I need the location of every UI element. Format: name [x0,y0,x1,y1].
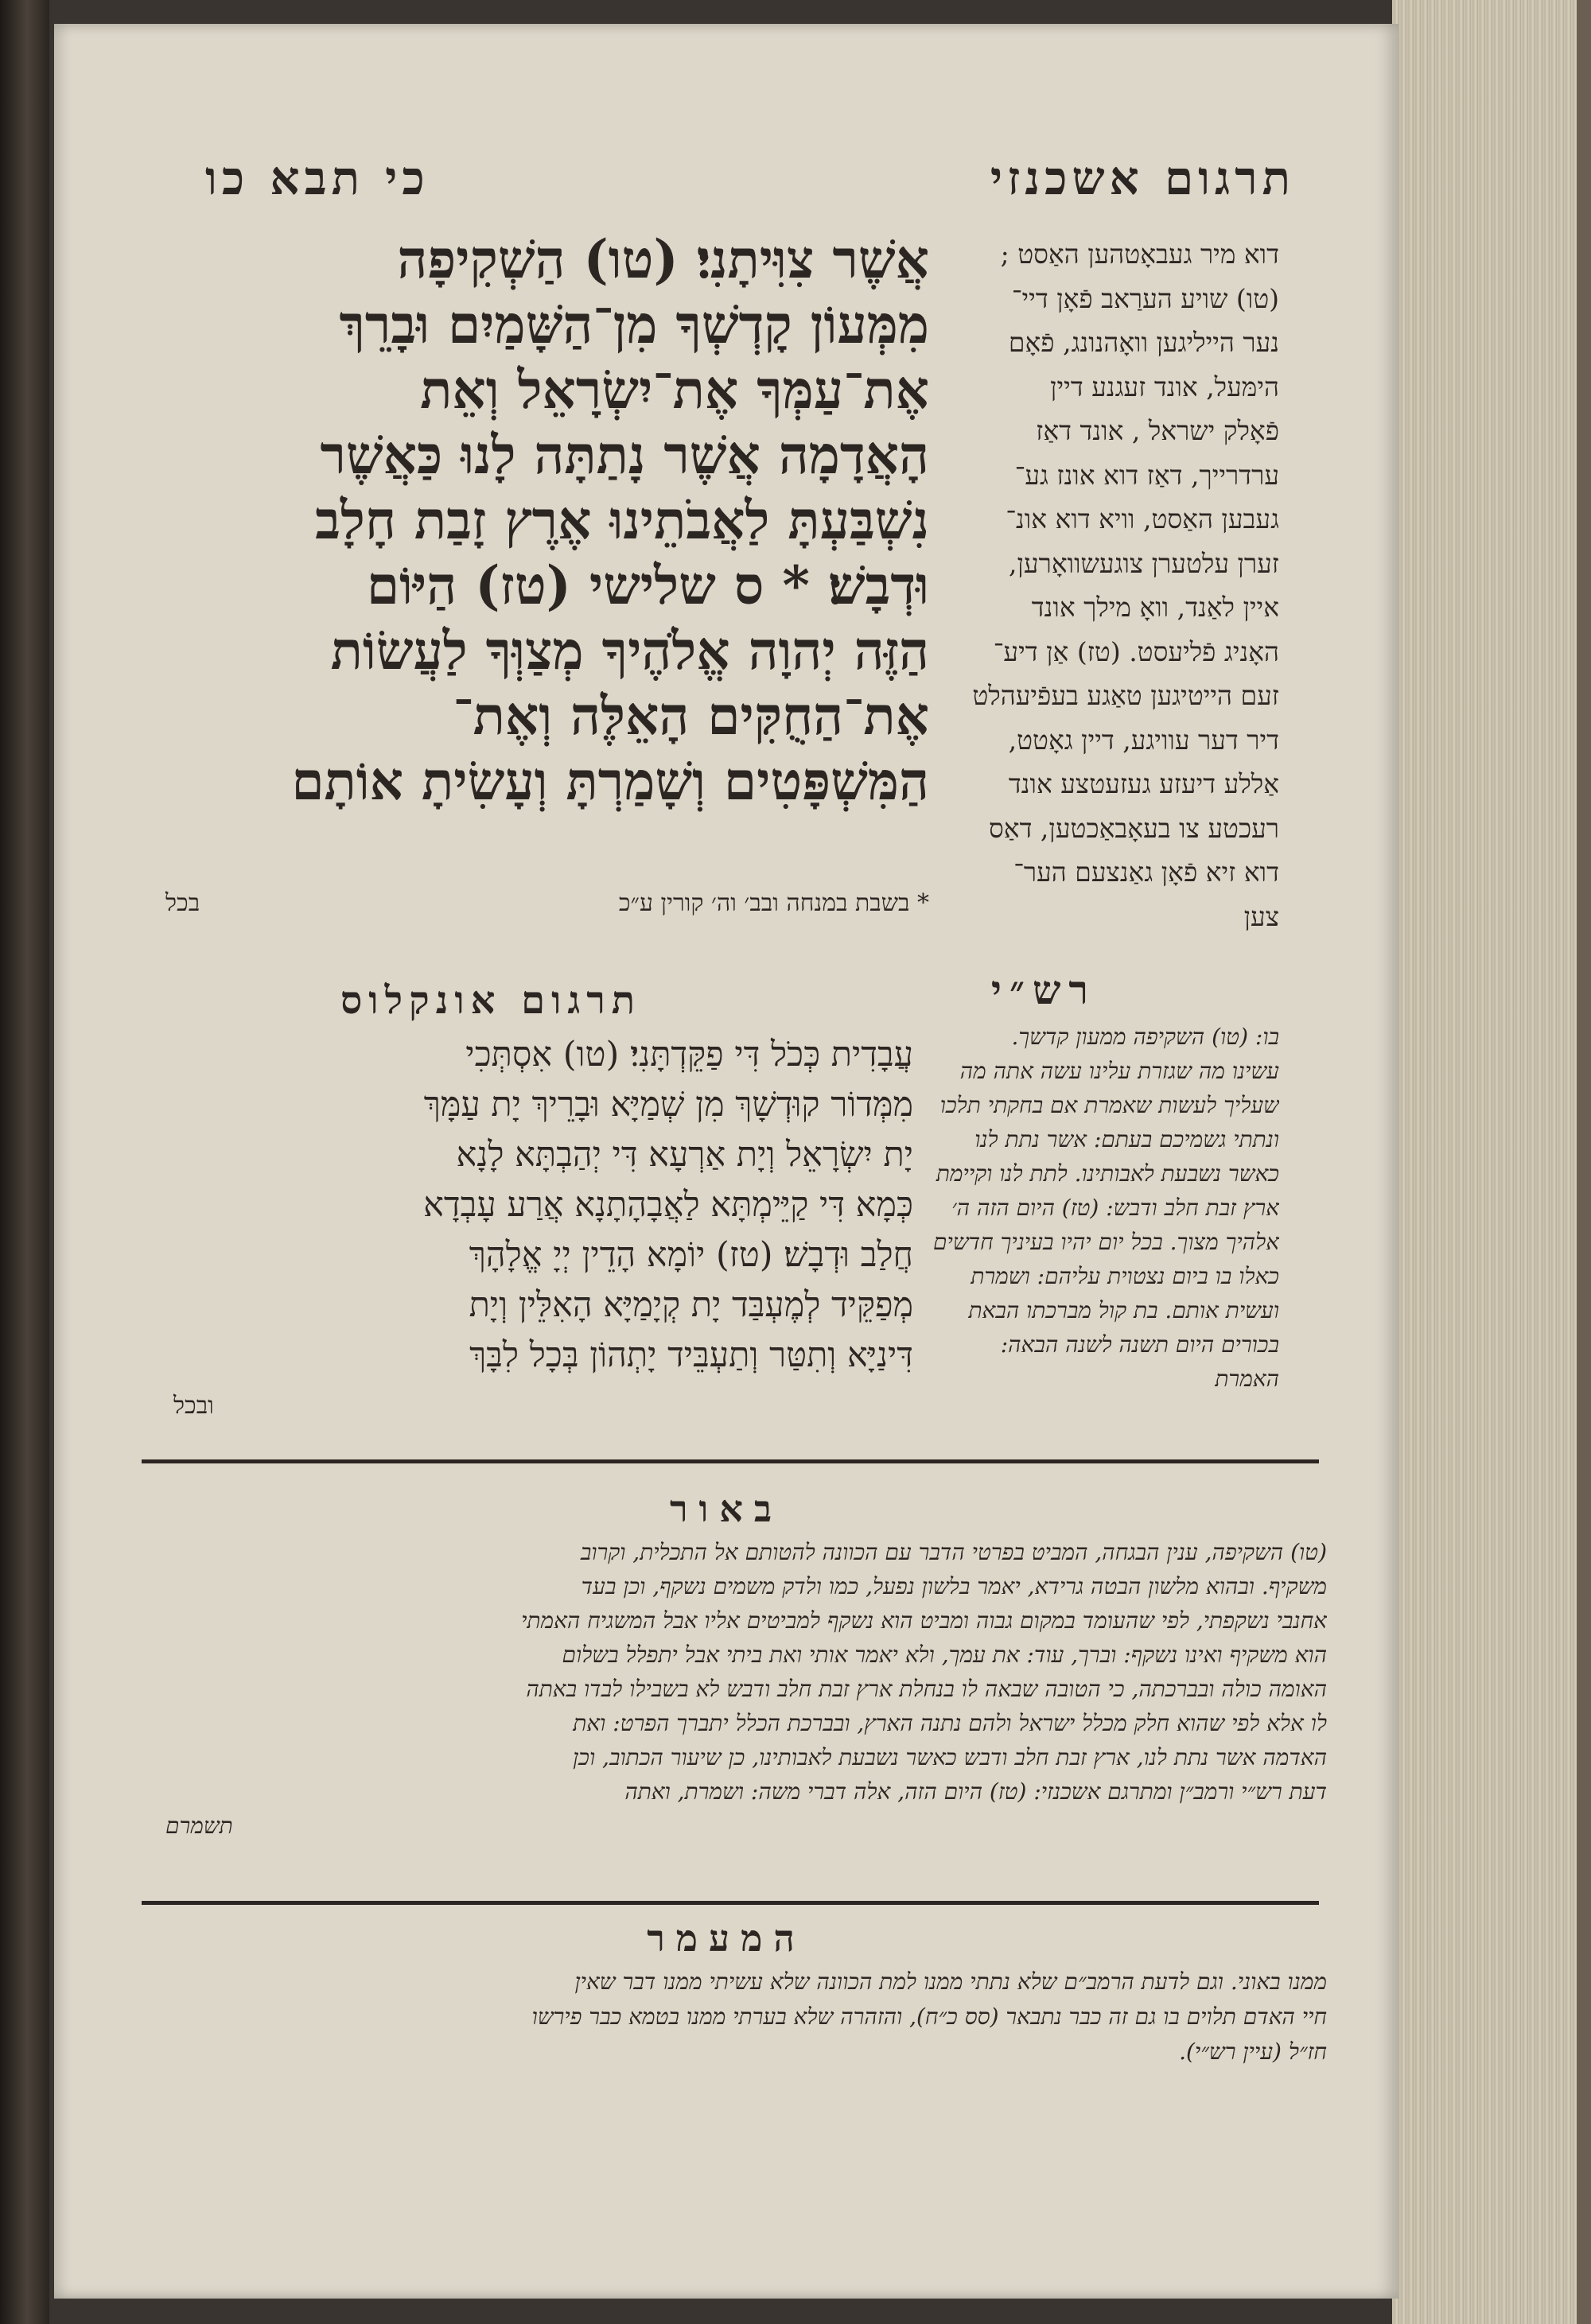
main-text-footnote-row [165,889,929,917]
onkelos-heading: תרגום אונקלוס [340,978,642,1023]
main-text-line: הַמִּשְׁפָּטִים וְשָׁמַרְתָּ וְעָשִׂיתָ אוֹתָם [291,750,929,812]
yiddish-line: רעכטע צו בעאָבאַכטען, דאַס [989,812,1279,844]
onkelos-translation [173,1030,913,1431]
yiddish-line: ערדרייך, דאַז דוא אונז גע־ [1014,459,1279,491]
yiddish-line: האָניג פֿליעסט. (טז) אַן דיע־ [993,635,1279,667]
main-text-line: הַזֶּה יְהוָה אֱלֹהֶיךָ מְצַוְּךָ לַעֲשׂוֹת [330,620,929,682]
rashi-line: ארץ זבת חלב ודבש: (טז) היום הזה ה׳ [951,1195,1279,1221]
onkelos-catchword: ובכל [173,1392,214,1420]
biur-line: אחנבי נשקפתי, לפי שהעומד במקום גבוה ומביט הוא נשקף למביטים אליו אבל המשגיח האמתי [521,1607,1327,1634]
hameamer-line: חיי האדם תלוים בו גם זה כבר נתבאר (סס כ״ח), והזהרה שלא בערתי ממנו בטמא כבר פירשו [531,2003,1327,2030]
yiddish-line: זעם הייטיגען טאַגע בעפֿיעהלט [972,680,1279,711]
biur-line: לו אלא לפי שהוא חלק מכלל ישראל ולהם נתנה הארץ, ובברכת הכלל יתברך הפרט: ואת [573,1710,1327,1736]
yiddish-line: אַללע דיעזע געזעטצע אונד [1008,768,1279,799]
rashi-line: האמרת [1215,1366,1279,1392]
onkelos-line: יָת יִשְׂרָאֵל וְיָת אַרְעָא דִּי יְהַבְתָּא לָנָא [456,1135,913,1175]
onkelos-line: מְפַקֵּיד לְמֶעְבַּד יָת קְיָמַיָּא הָאִלֵּין וְיָת [469,1285,913,1325]
main-text-line: נִשְׁבַּעְתָּ לַאֲבֹתֵינוּ אֶרֶץ זָבַת חָלָב [315,489,929,551]
main-text-catchword: בכל [165,889,200,917]
yiddish-line: איין לאַנד, וואָ מילך אונד [1031,592,1279,623]
biur-line: דעת רש״י ורמב״ן ומתרגם אשכנזי: (טז) היום הזה, אלה דברי משה: ושמרת, ואתה [624,1778,1327,1805]
yiddish-line: הימּעל, אונד זעגנע דיין [1050,371,1279,402]
yiddish-line: דוא זיא פֿאָן גאַנצעם הער־ [1013,857,1279,888]
yiddish-line: געבען האַסט, וויא דוא אונ־ [1006,503,1279,534]
section-divider [142,1459,1319,1463]
main-text-line: אֶת־עַמְּךָ אֶת־יִשְׂרָאֵל וְאֵת [420,359,929,421]
onkelos-line: חֲלַב וּדְבָשׁ׃ (טז) יוֹמָא הָדֵין יְיָ אֱלָהָךְ [469,1235,913,1275]
yiddish-line: פֿאָלק ישראל , אונד דאַז [1036,415,1279,446]
page-edges [1392,0,1591,2324]
biur-line: משקיף. ובהוא מלשון הבטה גרידא, יאמר בלשון נפעל, כמו ולדק משמים נשקף, וכן בעד [581,1573,1327,1599]
biur-commentary [165,1535,1327,1843]
yiddish-translation [866,232,1279,939]
running-header-left: כי תבא כו [205,151,430,205]
yiddish-line: דיר דער עוויגע, דיין גאָטט, [1008,724,1279,756]
yiddish-line: זערן עלטערן צוגעשוואָרען, [1009,547,1279,579]
main-text-line: הָאֲדָמָה אֲשֶׁר נָתַתָּה לָנוּ כַּאֲשֶׁר [320,424,929,486]
rashi-line: ונתתי גשמיכם בעתם: אשר נתת לנו [974,1126,1279,1152]
main-text-footnote: * בשבת במנחה ובב׳ וה׳ קורין ע״כ [618,889,929,917]
main-text-line: מִמְּעוֹן קָדְשְׁךָ מִן־הַשָּׁמַיִם וּבָרֵךְ [339,293,929,356]
main-text-line: אֶת־הַחֻקִּים הָאֵלֶּה וְאֶת־ [453,685,929,747]
main-text-line: וּדְבָשׁ׃ * ס שלישי (טז) הַיּוֹם [366,554,929,616]
yiddish-line: דוא מיר געבאָטהען האַסט ; [1000,239,1279,270]
yiddish-line: צען [1243,900,1279,932]
hameamer-line: ממנו באוני. וגם לדעת הרמב״ם שלא נתתי ממנו למת הכוונה שלא עשיתי ממנו דבר שאין [574,1968,1327,1995]
main-hebrew-text [165,227,929,814]
hameamer-commentary [181,1965,1327,2069]
book-spine [0,0,49,2324]
biur-line: האומה כולה ובברכתה, כי הטובה שבאה לו בנחלת ארץ זבת חלב ודבש לא בשבילו לבדו באתה [526,1676,1327,1702]
biur-heading: באור [669,1487,784,1530]
book-page [54,24,1398,2299]
onkelos-line: עֲבָדִית כְּכֹל דִּי פַקֵּדְתָּנִי׃ (טו) אִסְתְּכִי [465,1035,913,1075]
biur-line: האדמה אשר נתת לנו, ארץ זבת חלב ודבש כאשר נשבעת לאבותינו, כן שיעור הכתוב, וכן [573,1744,1327,1770]
yiddish-line: (טו) שויע הערַאב פֿאָן דיי־ [1011,282,1279,314]
main-text-line: אֲשֶׁר צִוִּיתָנִי׃ (טו) הַשְׁקִיפָה [397,228,929,290]
rashi-line: שעליך לעשות שאמרת אם בחקתי תלכו [939,1092,1279,1118]
rashi-heading: רש״י [990,966,1096,1013]
rashi-line: בכורים היום תשנה לשנה הבאה: [1000,1331,1279,1358]
book-cover-edge [1577,0,1591,2324]
running-header-right: תרגום אשכנזי [990,151,1295,205]
biur-line: תשמרם [165,1813,233,1839]
rashi-line: ועשית אותם. בת קול מברכתו הבאת [968,1297,1279,1323]
onkelos-line: כְּמָא דִּי קַיֵּימְתָּא לַאֲבָהָתָנָא אֲרַע עָבְדָא [423,1185,913,1225]
rashi-line: עשינו מה שגזרת עלינו עשה אתה מה [959,1058,1279,1084]
hameamer-heading: המעמר [647,1917,806,1960]
yiddish-line: נער הייליגען וואָהנונג, פֿאָם [1008,327,1279,358]
hameamer-line: חז״ל (עיין רש״י). [1179,2038,1327,2065]
rashi-line: אלהיך מצוך. בכל יום יהיו בעיניך חדשים [933,1229,1279,1255]
section-divider [142,1901,1319,1905]
rashi-line: כאשר נשבעת לאבותינו. לתת לנו וקיימת [936,1160,1279,1187]
rashi-line: כאלו בו ביום נצטוית עליהם: ושמרת [971,1263,1279,1289]
biur-line: (טו) השקיפה, ענין הבגחה, המביט בפרטי הדבר עם הכוונה להטותם אל התכלית, וקרוב [580,1539,1327,1565]
biur-line: הוא משקיף ואינו נשקף: וברך, עוד: את עמך, ולא יאמר אותי ואת ביתי אבל יתפלל בשלום [562,1642,1327,1668]
onkelos-line: מִמְּדוֹר קוּדְשָׁךְ מִן שְׁמַיָּא וּבָרֵיךְ יָת עַמָּךְ [423,1085,913,1125]
onkelos-line: דִּינַיָּא וְתִטַּר וְתַעְבֵּיד יָתְהוֹן בְּכָל לִבָּךְ [469,1335,913,1375]
rashi-line: בו: (טו) השקיפה ממעון קדשך. [1011,1024,1279,1050]
